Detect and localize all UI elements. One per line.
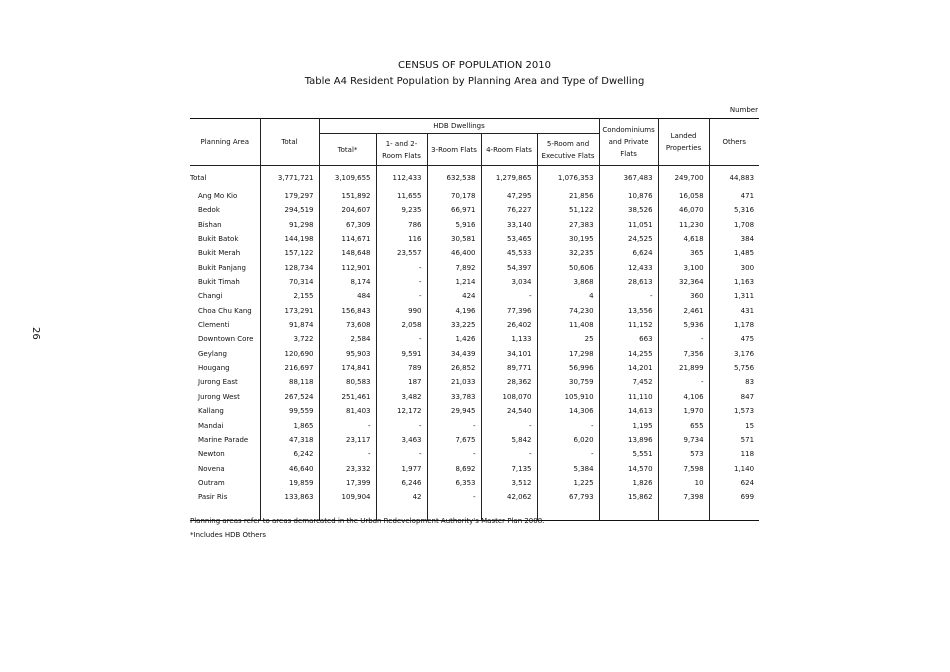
value-cell: 294,519 bbox=[260, 203, 319, 217]
value-cell: - bbox=[376, 275, 427, 289]
value-cell: 120,690 bbox=[260, 347, 319, 361]
value-cell: 1,826 bbox=[599, 476, 658, 490]
value-cell: 45,533 bbox=[481, 246, 537, 260]
header-5-room: 5-Room and Executive Flats bbox=[537, 134, 599, 166]
value-cell: 624 bbox=[709, 476, 759, 490]
planning-area-cell: Pasir Ris bbox=[198, 493, 228, 502]
table-row bbox=[190, 433, 759, 447]
value-cell: 23,557 bbox=[376, 246, 427, 260]
table-row bbox=[190, 476, 759, 490]
value-cell: 25 bbox=[537, 332, 599, 346]
value-cell: 2,584 bbox=[319, 332, 376, 346]
value-cell: 128,734 bbox=[260, 261, 319, 275]
value-cell: 80,583 bbox=[319, 375, 376, 389]
value-cell: 14,255 bbox=[599, 347, 658, 361]
value-cell: 471 bbox=[709, 189, 759, 203]
value-cell: 3,771,721 bbox=[260, 166, 319, 190]
value-cell: 44,883 bbox=[709, 166, 759, 190]
planning-area-cell: Bishan bbox=[198, 220, 222, 229]
value-cell: 26,402 bbox=[481, 318, 537, 332]
value-cell: 573 bbox=[658, 447, 709, 461]
value-cell: 3,176 bbox=[709, 347, 759, 361]
value-cell: 13,896 bbox=[599, 433, 658, 447]
value-cell: - bbox=[376, 261, 427, 275]
value-cell: 54,397 bbox=[481, 261, 537, 275]
value-cell: 133,863 bbox=[260, 490, 319, 504]
header-hdb-total: Total* bbox=[319, 134, 376, 166]
value-cell: 34,439 bbox=[427, 347, 481, 361]
table-row bbox=[190, 347, 759, 361]
value-cell: - bbox=[376, 419, 427, 433]
value-cell: 216,697 bbox=[260, 361, 319, 375]
value-cell: 4,196 bbox=[427, 304, 481, 318]
value-cell: - bbox=[319, 419, 376, 433]
value-cell: 30,581 bbox=[427, 232, 481, 246]
value-cell: 105,910 bbox=[537, 390, 599, 404]
header-4-room: 4-Room Flats bbox=[481, 134, 537, 166]
value-cell: 67,793 bbox=[537, 490, 599, 504]
table-row bbox=[190, 390, 759, 404]
planning-area-cell: Marine Parade bbox=[198, 435, 249, 444]
value-cell: 424 bbox=[427, 289, 481, 303]
value-cell: 74,230 bbox=[537, 304, 599, 318]
value-cell: 3,722 bbox=[260, 332, 319, 346]
value-cell: 7,398 bbox=[658, 490, 709, 504]
value-cell: 89,771 bbox=[481, 361, 537, 375]
value-cell: 2,058 bbox=[376, 318, 427, 332]
value-cell: 2,155 bbox=[260, 289, 319, 303]
value-cell: 571 bbox=[709, 433, 759, 447]
value-cell: - bbox=[427, 447, 481, 461]
value-cell: 9,235 bbox=[376, 203, 427, 217]
value-cell: 109,904 bbox=[319, 490, 376, 504]
value-cell: 28,362 bbox=[481, 375, 537, 389]
value-cell: 990 bbox=[376, 304, 427, 318]
value-cell: 8,692 bbox=[427, 462, 481, 476]
table-row bbox=[190, 203, 759, 217]
value-cell: 30,195 bbox=[537, 232, 599, 246]
value-cell: 9,591 bbox=[376, 347, 427, 361]
table-row bbox=[190, 404, 759, 418]
value-cell: 118 bbox=[709, 447, 759, 461]
value-cell: 1,977 bbox=[376, 462, 427, 476]
value-cell: 187 bbox=[376, 375, 427, 389]
value-cell: 77,396 bbox=[481, 304, 537, 318]
value-cell: 5,936 bbox=[658, 318, 709, 332]
value-cell: 1,140 bbox=[709, 462, 759, 476]
value-cell: 3,482 bbox=[376, 390, 427, 404]
value-cell: 1,178 bbox=[709, 318, 759, 332]
value-cell: 32,235 bbox=[537, 246, 599, 260]
value-cell: 3,100 bbox=[658, 261, 709, 275]
spacer-cell bbox=[599, 505, 658, 521]
header-condominiums: Condominiums and Private Flats bbox=[599, 119, 658, 166]
value-cell: 19,859 bbox=[260, 476, 319, 490]
value-cell: 151,892 bbox=[319, 189, 376, 203]
value-cell: 1,573 bbox=[709, 404, 759, 418]
value-cell: 91,874 bbox=[260, 318, 319, 332]
table-row bbox=[190, 275, 759, 289]
value-cell: 70,178 bbox=[427, 189, 481, 203]
table-row bbox=[190, 318, 759, 332]
value-cell: 789 bbox=[376, 361, 427, 375]
table-row bbox=[190, 462, 759, 476]
value-cell: - bbox=[376, 447, 427, 461]
table-body bbox=[190, 166, 759, 521]
value-cell: 8,174 bbox=[319, 275, 376, 289]
table-row bbox=[190, 261, 759, 275]
value-cell: 1,708 bbox=[709, 218, 759, 232]
value-cell: 13,556 bbox=[599, 304, 658, 318]
value-cell: 3,034 bbox=[481, 275, 537, 289]
value-cell: 6,020 bbox=[537, 433, 599, 447]
value-cell: - bbox=[427, 419, 481, 433]
table-row bbox=[190, 246, 759, 260]
value-cell: 11,408 bbox=[537, 318, 599, 332]
planning-area-cell: Total bbox=[190, 174, 207, 182]
header-1-2-room: 1- and 2-Room Flats bbox=[376, 134, 427, 166]
value-cell: 156,843 bbox=[319, 304, 376, 318]
planning-area-cell: Bukit Merah bbox=[198, 249, 241, 258]
value-cell: 4,106 bbox=[658, 390, 709, 404]
table-row bbox=[190, 304, 759, 318]
value-cell: 1,225 bbox=[537, 476, 599, 490]
value-cell: 7,135 bbox=[481, 462, 537, 476]
value-cell: 70,314 bbox=[260, 275, 319, 289]
value-cell: 24,525 bbox=[599, 232, 658, 246]
value-cell: 6,242 bbox=[260, 447, 319, 461]
value-cell: 1,279,865 bbox=[481, 166, 537, 190]
value-cell: 6,353 bbox=[427, 476, 481, 490]
value-cell: 23,117 bbox=[319, 433, 376, 447]
value-cell: 847 bbox=[709, 390, 759, 404]
planning-area-cell: Outram bbox=[198, 478, 225, 487]
value-cell: 11,230 bbox=[658, 218, 709, 232]
value-cell: 3,109,655 bbox=[319, 166, 376, 190]
value-cell: 12,433 bbox=[599, 261, 658, 275]
planning-area-cell: Downtown Core bbox=[198, 335, 254, 344]
value-cell: 1,214 bbox=[427, 275, 481, 289]
value-cell: 179,297 bbox=[260, 189, 319, 203]
value-cell: 46,640 bbox=[260, 462, 319, 476]
value-cell: 47,318 bbox=[260, 433, 319, 447]
value-cell: 663 bbox=[599, 332, 658, 346]
planning-area-cell: Novena bbox=[198, 464, 225, 473]
planning-area-cell: Choa Chu Kang bbox=[198, 306, 252, 315]
value-cell: 786 bbox=[376, 218, 427, 232]
value-cell: 5,916 bbox=[427, 218, 481, 232]
header-planning-area: Planning Area bbox=[190, 119, 260, 166]
planning-area-cell: Mandai bbox=[198, 421, 224, 430]
value-cell: 16,058 bbox=[658, 189, 709, 203]
value-cell: 33,140 bbox=[481, 218, 537, 232]
value-cell: 114,671 bbox=[319, 232, 376, 246]
value-cell: 26,852 bbox=[427, 361, 481, 375]
value-cell: 14,306 bbox=[537, 404, 599, 418]
value-cell: 4 bbox=[537, 289, 599, 303]
table-row bbox=[190, 218, 759, 232]
table-row bbox=[190, 490, 759, 504]
value-cell: - bbox=[658, 332, 709, 346]
value-cell: 14,201 bbox=[599, 361, 658, 375]
value-cell: 14,570 bbox=[599, 462, 658, 476]
value-cell: 108,070 bbox=[481, 390, 537, 404]
value-cell: - bbox=[376, 289, 427, 303]
value-cell: - bbox=[427, 490, 481, 504]
planning-area-cell: Ang Mo Kio bbox=[198, 192, 238, 200]
value-cell: 148,648 bbox=[319, 246, 376, 260]
value-cell: 67,309 bbox=[319, 218, 376, 232]
planning-area-cell: Clementi bbox=[198, 321, 230, 330]
value-cell: 88,118 bbox=[260, 375, 319, 389]
value-cell: 1,865 bbox=[260, 419, 319, 433]
value-cell: 11,152 bbox=[599, 318, 658, 332]
value-cell: 699 bbox=[709, 490, 759, 504]
value-cell: - bbox=[599, 289, 658, 303]
value-cell: 1,311 bbox=[709, 289, 759, 303]
value-cell: 46,070 bbox=[658, 203, 709, 217]
value-cell: 21,856 bbox=[537, 189, 599, 203]
value-cell: 11,051 bbox=[599, 218, 658, 232]
value-cell: - bbox=[481, 447, 537, 461]
value-cell: 3,463 bbox=[376, 433, 427, 447]
value-cell: 7,356 bbox=[658, 347, 709, 361]
value-cell: 53,465 bbox=[481, 232, 537, 246]
value-cell: 12,172 bbox=[376, 404, 427, 418]
value-cell: 10 bbox=[658, 476, 709, 490]
value-cell: 7,675 bbox=[427, 433, 481, 447]
value-cell: 367,483 bbox=[599, 166, 658, 190]
value-cell: 34,101 bbox=[481, 347, 537, 361]
value-cell: 484 bbox=[319, 289, 376, 303]
table-row bbox=[190, 189, 759, 203]
value-cell: 249,700 bbox=[658, 166, 709, 190]
planning-area-cell: Hougang bbox=[198, 364, 230, 373]
value-cell: 28,613 bbox=[599, 275, 658, 289]
value-cell: 475 bbox=[709, 332, 759, 346]
value-cell: 24,540 bbox=[481, 404, 537, 418]
value-cell: 204,607 bbox=[319, 203, 376, 217]
value-cell: 66,971 bbox=[427, 203, 481, 217]
value-cell: 112,433 bbox=[376, 166, 427, 190]
value-cell: 1,426 bbox=[427, 332, 481, 346]
value-cell: 46,400 bbox=[427, 246, 481, 260]
value-cell: 1,970 bbox=[658, 404, 709, 418]
page-number: 26 bbox=[30, 327, 41, 340]
value-cell: 1,133 bbox=[481, 332, 537, 346]
value-cell: 29,945 bbox=[427, 404, 481, 418]
value-cell: 5,551 bbox=[599, 447, 658, 461]
value-cell: 91,298 bbox=[260, 218, 319, 232]
value-cell: 5,384 bbox=[537, 462, 599, 476]
population-table bbox=[190, 118, 759, 521]
value-cell: 47,295 bbox=[481, 189, 537, 203]
footnote-hdb-others: *Includes HDB Others bbox=[190, 531, 267, 539]
planning-area-cell: Jurong West bbox=[198, 392, 240, 401]
value-cell: - bbox=[481, 419, 537, 433]
spacer-cell bbox=[658, 505, 709, 521]
value-cell: 6,624 bbox=[599, 246, 658, 260]
value-cell: 3,512 bbox=[481, 476, 537, 490]
value-cell: 15 bbox=[709, 419, 759, 433]
report-title: CENSUS OF POPULATION 2010 bbox=[398, 60, 551, 71]
value-cell: 7,452 bbox=[599, 375, 658, 389]
table-row bbox=[190, 419, 759, 433]
value-cell: 1,485 bbox=[709, 246, 759, 260]
value-cell: 21,033 bbox=[427, 375, 481, 389]
value-cell: 251,461 bbox=[319, 390, 376, 404]
value-cell: 99,559 bbox=[260, 404, 319, 418]
value-cell: 32,364 bbox=[658, 275, 709, 289]
value-cell: 33,225 bbox=[427, 318, 481, 332]
table-row bbox=[190, 289, 759, 303]
value-cell: 5,316 bbox=[709, 203, 759, 217]
value-cell: - bbox=[481, 289, 537, 303]
value-cell: 15,862 bbox=[599, 490, 658, 504]
value-cell: 9,734 bbox=[658, 433, 709, 447]
header-hdb-dwellings: HDB Dwellings bbox=[319, 119, 599, 134]
value-cell: 365 bbox=[658, 246, 709, 260]
planning-area-cell: Bukit Panjang bbox=[198, 263, 246, 272]
unit-label: Number bbox=[729, 106, 758, 114]
planning-area-cell: Changi bbox=[198, 292, 223, 301]
value-cell: 431 bbox=[709, 304, 759, 318]
value-cell: 95,903 bbox=[319, 347, 376, 361]
value-cell: 7,892 bbox=[427, 261, 481, 275]
value-cell: 30,759 bbox=[537, 375, 599, 389]
value-cell: - bbox=[319, 447, 376, 461]
spacer-cell bbox=[709, 505, 759, 521]
table-row bbox=[190, 232, 759, 246]
footnote-planning-areas: Planning areas refer to areas demarcated in the Urban Redevelopment Authority's Master Plan 2008. bbox=[190, 517, 545, 525]
value-cell: 7,598 bbox=[658, 462, 709, 476]
value-cell: 73,608 bbox=[319, 318, 376, 332]
value-cell: 384 bbox=[709, 232, 759, 246]
value-cell: 56,996 bbox=[537, 361, 599, 375]
value-cell: 6,246 bbox=[376, 476, 427, 490]
planning-area-cell: Kallang bbox=[198, 407, 224, 416]
value-cell: - bbox=[376, 332, 427, 346]
value-cell: 5,842 bbox=[481, 433, 537, 447]
table-row bbox=[190, 447, 759, 461]
value-cell: 50,606 bbox=[537, 261, 599, 275]
value-cell: 116 bbox=[376, 232, 427, 246]
value-cell: 144,198 bbox=[260, 232, 319, 246]
value-cell: 38,526 bbox=[599, 203, 658, 217]
value-cell: 10,876 bbox=[599, 189, 658, 203]
value-cell: 21,899 bbox=[658, 361, 709, 375]
planning-area-cell: Newton bbox=[198, 450, 225, 459]
value-cell: 51,122 bbox=[537, 203, 599, 217]
value-cell: 1,195 bbox=[599, 419, 658, 433]
value-cell: 11,655 bbox=[376, 189, 427, 203]
value-cell: 1,163 bbox=[709, 275, 759, 289]
value-cell: 83 bbox=[709, 375, 759, 389]
header-total: Total bbox=[260, 119, 319, 166]
value-cell: 360 bbox=[658, 289, 709, 303]
value-cell: 27,383 bbox=[537, 218, 599, 232]
value-cell: 76,227 bbox=[481, 203, 537, 217]
value-cell: 23,332 bbox=[319, 462, 376, 476]
value-cell: 173,291 bbox=[260, 304, 319, 318]
table-title: Table A4 Resident Population by Planning Area and Type of Dwelling bbox=[304, 76, 645, 87]
planning-area-cell: Bedok bbox=[198, 206, 220, 215]
value-cell: 174,841 bbox=[319, 361, 376, 375]
value-cell: 42,062 bbox=[481, 490, 537, 504]
header-others: Others bbox=[709, 119, 759, 166]
value-cell: 5,756 bbox=[709, 361, 759, 375]
header-3-room: 3-Room Flats bbox=[427, 134, 481, 166]
value-cell: 267,524 bbox=[260, 390, 319, 404]
value-cell: 33,783 bbox=[427, 390, 481, 404]
value-cell: - bbox=[658, 375, 709, 389]
value-cell: 112,901 bbox=[319, 261, 376, 275]
value-cell: 14,613 bbox=[599, 404, 658, 418]
value-cell: - bbox=[537, 419, 599, 433]
value-cell: 157,122 bbox=[260, 246, 319, 260]
value-cell: 300 bbox=[709, 261, 759, 275]
value-cell: 42 bbox=[376, 490, 427, 504]
value-cell: 11,110 bbox=[599, 390, 658, 404]
value-cell: 3,868 bbox=[537, 275, 599, 289]
spacer-cell bbox=[537, 505, 599, 521]
planning-area-cell: Jurong East bbox=[198, 378, 238, 387]
value-cell: - bbox=[537, 447, 599, 461]
planning-area-cell: Bukit Batok bbox=[198, 235, 239, 244]
header-landed: Landed Properties bbox=[658, 119, 709, 166]
value-cell: 17,399 bbox=[319, 476, 376, 490]
table-row bbox=[190, 361, 759, 375]
value-cell: 4,618 bbox=[658, 232, 709, 246]
value-cell: 632,538 bbox=[427, 166, 481, 190]
planning-area-cell: Geylang bbox=[198, 349, 227, 358]
value-cell: 81,403 bbox=[319, 404, 376, 418]
value-cell: 1,076,353 bbox=[537, 166, 599, 190]
table-row bbox=[190, 332, 759, 346]
table-row bbox=[190, 166, 759, 190]
table-row bbox=[190, 375, 759, 389]
planning-area-cell: Bukit Timah bbox=[198, 278, 240, 287]
value-cell: 17,298 bbox=[537, 347, 599, 361]
value-cell: 2,461 bbox=[658, 304, 709, 318]
value-cell: 655 bbox=[658, 419, 709, 433]
